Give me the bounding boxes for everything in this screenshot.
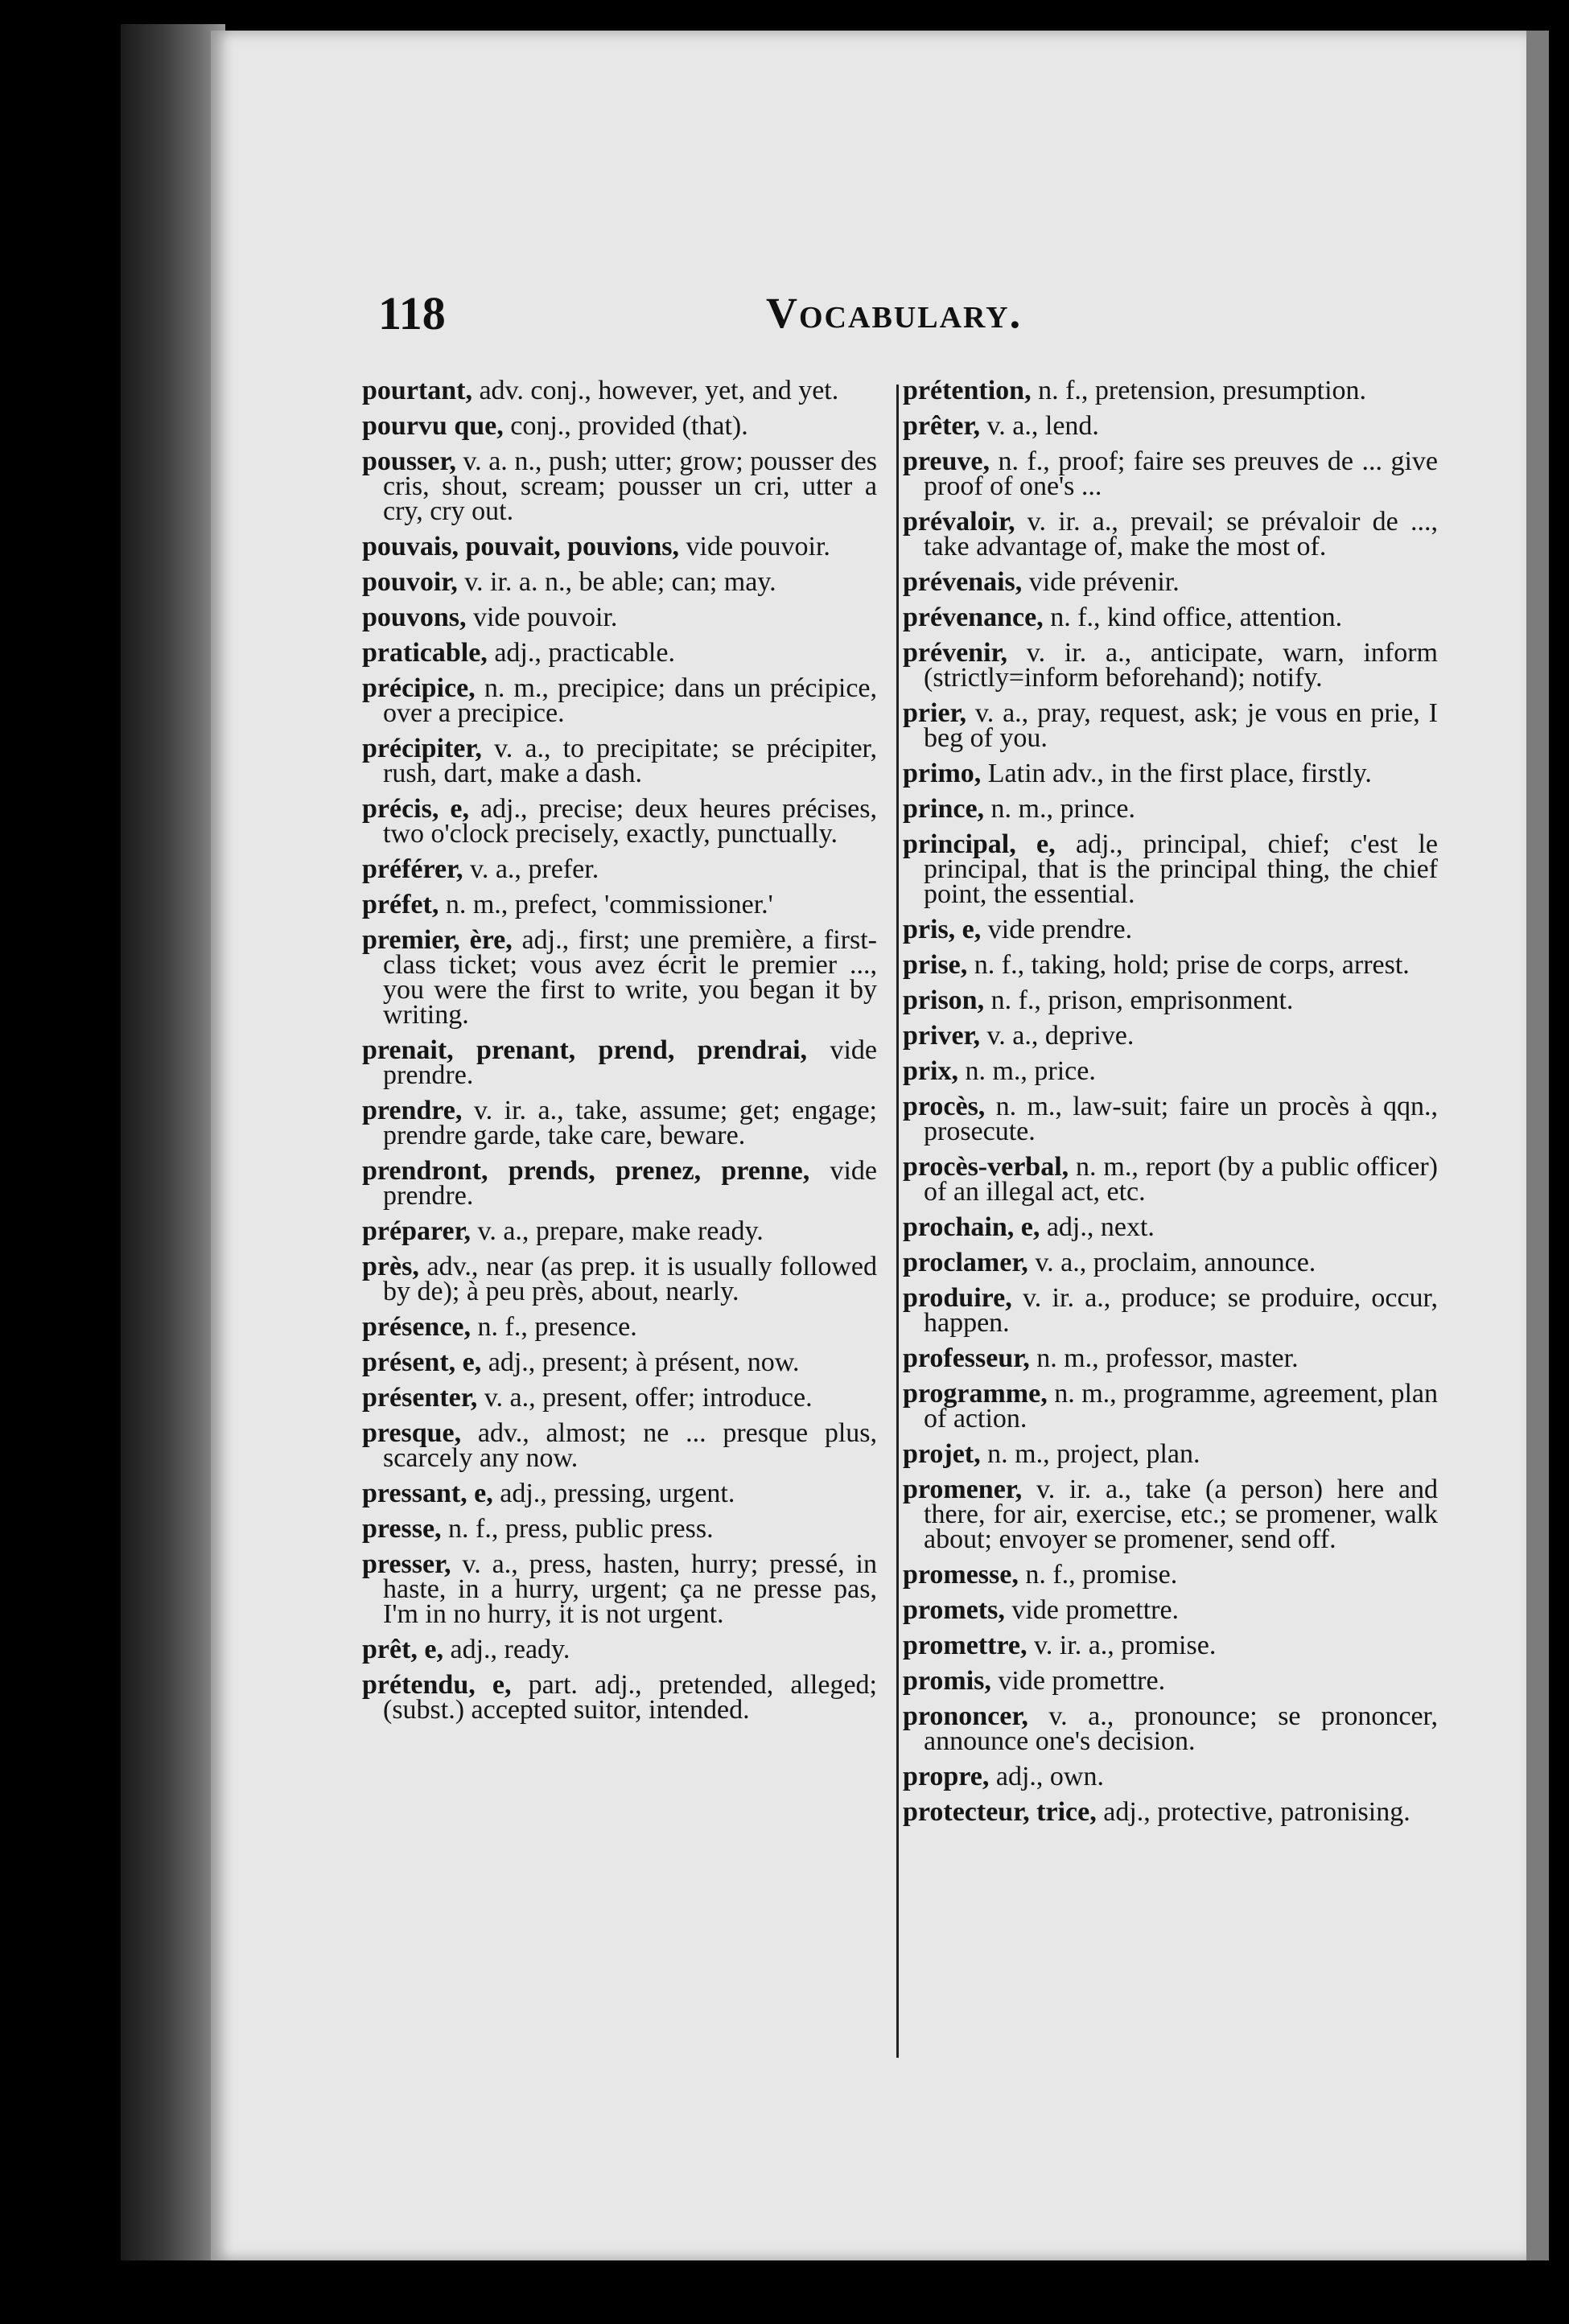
entry-definition: n. m., price. xyxy=(957,1056,1096,1086)
entry-headword: prêt, e, xyxy=(362,1635,444,1664)
right-column xyxy=(903,378,1438,1835)
entry-headword: prévenais, xyxy=(903,567,1023,597)
vocabulary-entry xyxy=(362,794,877,849)
entry-definition: v. ir. a., take, assume; get; engage; prendre garde, take care, beware. xyxy=(383,1096,877,1150)
entry-definition: adj., present; à présent, now. xyxy=(481,1347,800,1377)
entry-headword: presque, xyxy=(362,1418,462,1448)
vocabulary-entry xyxy=(903,761,1438,786)
vocabulary-entry xyxy=(903,638,1438,693)
entry-headword: protecteur, trice, xyxy=(903,1797,1097,1827)
entry-definition: Latin adv., in the first place, firstly. xyxy=(981,759,1372,788)
vocabulary-entry xyxy=(903,411,1438,441)
entry-headword: priver, xyxy=(903,1021,981,1051)
entry-headword: pouvais, pouvait, pouvions, xyxy=(362,532,679,561)
entry-definition: n. m., professor, master. xyxy=(1029,1343,1299,1373)
entry-definition: v. a., deprive. xyxy=(980,1021,1135,1051)
entry-headword: prenait, prenant, prend, prendrai, xyxy=(362,1035,808,1065)
entry-headword: prévaloir, xyxy=(903,507,1015,537)
entry-definition: v. a., proclaim, announce. xyxy=(1027,1248,1316,1277)
entry-headword: procès-verbal, xyxy=(903,1152,1069,1182)
entry-definition: adj., principal, chief; c'est le principal, that is the principal thing, the chief point, the essential. xyxy=(924,829,1438,909)
entry-headword: promesse, xyxy=(903,1560,1019,1590)
entry-definition: v. a., to precipitate; se précipiter, rush, dart, make a dash. xyxy=(383,734,877,788)
running-head: Vocabulary. xyxy=(766,289,1023,337)
entry-definition: n. f., presence. xyxy=(471,1312,637,1342)
entry-definition: vide promettre. xyxy=(1004,1595,1180,1625)
entry-headword: prétendu, e, xyxy=(362,1670,512,1700)
entry-definition: part. adj., pretended, alleged; (subst.) accepted suitor, intended. xyxy=(383,1670,877,1725)
entry-definition: vide prendre. xyxy=(981,915,1133,944)
entry-headword: pourtant, xyxy=(362,376,472,405)
vocabulary-entry xyxy=(903,1701,1438,1756)
entry-headword: principal, e, xyxy=(903,829,1056,859)
left-column xyxy=(362,378,877,1733)
vocabulary-entry xyxy=(362,892,877,917)
vocabulary-entry xyxy=(362,1670,877,1725)
entry-headword: projet, xyxy=(903,1439,981,1469)
vocabulary-entry xyxy=(362,1514,877,1544)
vocabulary-entry xyxy=(903,698,1438,753)
vocabulary-entry xyxy=(362,1481,877,1506)
vocabulary-entry xyxy=(362,534,877,559)
vocabulary-entry xyxy=(903,378,1438,403)
vocabulary-entry xyxy=(903,1250,1438,1275)
entry-definition: n. f., prison, emprisonment. xyxy=(984,985,1294,1015)
entry-definition: vide prendre. xyxy=(383,1156,877,1211)
entry-definition: n. m., programme, agreement, plan of action. xyxy=(924,1379,1438,1433)
entry-headword: près, xyxy=(362,1252,419,1281)
entry-headword: prendront, prends, prenez, prenne, xyxy=(362,1156,810,1186)
entry-headword: proclamer, xyxy=(903,1248,1028,1277)
entry-definition: n. m., law-suit; faire un procès à qqn., prosecute. xyxy=(924,1092,1438,1146)
vocabulary-entry xyxy=(362,854,877,884)
entry-headword: prise, xyxy=(903,950,968,980)
vocabulary-entry xyxy=(903,567,1438,597)
vocabulary-entry xyxy=(362,673,877,728)
entry-headword: prononcer, xyxy=(903,1701,1028,1731)
vocabulary-entry xyxy=(362,446,877,526)
vocabulary-entry xyxy=(362,1383,877,1413)
vocabulary-entry xyxy=(903,950,1438,980)
entry-headword: préparer, xyxy=(362,1216,472,1246)
entry-definition: vide prendre. xyxy=(383,1035,877,1090)
vocabulary-entry xyxy=(903,985,1438,1015)
vocabulary-entry xyxy=(362,1156,877,1211)
entry-definition: v. ir. a., take (a person) here and there, for air, exercise, etc.; se promener, walk about; envoyer se promener, send off. xyxy=(924,1475,1438,1554)
vocabulary-entry xyxy=(362,1098,877,1148)
entry-headword: procès, xyxy=(903,1092,986,1121)
entry-definition: v. a., lend. xyxy=(979,411,1099,441)
entry-headword: préférer, xyxy=(362,854,463,884)
entry-headword: pouvoir, xyxy=(362,567,458,597)
entry-definition: conj., provided (that). xyxy=(503,411,748,441)
vocabulary-entry xyxy=(903,1633,1438,1658)
entry-headword: propre, xyxy=(903,1762,990,1791)
vocabulary-entry xyxy=(903,1666,1438,1696)
entry-definition: adj., next. xyxy=(1040,1212,1155,1242)
page-edge xyxy=(1526,31,1549,2260)
entry-headword: précipice, xyxy=(362,673,476,703)
column-divider xyxy=(896,385,899,2058)
entry-definition: adj., practicable. xyxy=(487,638,675,668)
entry-headword: praticable, xyxy=(362,638,488,668)
entry-headword: prix, xyxy=(903,1056,958,1086)
page-header xyxy=(211,272,1526,344)
vocabulary-entry xyxy=(903,509,1438,559)
vocabulary-entry xyxy=(362,605,877,630)
entry-headword: presser, xyxy=(362,1549,451,1579)
entry-headword: préfet, xyxy=(362,890,439,919)
entry-headword: pouvons, xyxy=(362,603,467,632)
entry-definition: n. m., project, plan. xyxy=(980,1439,1200,1469)
entry-definition: n. f., press, public press. xyxy=(441,1514,714,1544)
entry-headword: précis, e, xyxy=(362,794,469,824)
vocabulary-entry xyxy=(903,1764,1438,1789)
vocabulary-entry xyxy=(362,411,877,441)
vocabulary-entry xyxy=(903,794,1438,824)
entry-headword: prier, xyxy=(903,698,967,728)
entry-definition: n. f., pretension, presumption. xyxy=(1031,376,1367,405)
entry-definition: adj., precise; deux heures précises, two o'clock precisely, exactly, punctually. xyxy=(383,794,877,849)
entry-definition: vide prévenir. xyxy=(1022,567,1180,597)
entry-definition: v. ir. a., produce; se produire, occur, happen. xyxy=(924,1283,1438,1338)
entry-definition: v. a., present, offer; introduce. xyxy=(477,1383,813,1413)
entry-definition: v. ir. a. n., be able; can; may. xyxy=(457,567,776,597)
vocabulary-entry xyxy=(362,1254,877,1304)
entry-headword: promets, xyxy=(903,1595,1005,1625)
vocabulary-entry xyxy=(903,1381,1438,1431)
entry-headword: promis, xyxy=(903,1666,991,1696)
vocabulary-entry xyxy=(903,1152,1438,1207)
entry-definition: adv. conj., however, yet, and yet. xyxy=(472,376,839,405)
vocabulary-entry xyxy=(362,925,877,1030)
entry-definition: n. m., prince. xyxy=(984,794,1135,824)
entry-headword: présent, e, xyxy=(362,1347,482,1377)
entry-headword: produire, xyxy=(903,1283,1012,1313)
vocabulary-entry xyxy=(362,736,877,786)
vocabulary-entry xyxy=(903,605,1438,630)
vocabulary-entry xyxy=(903,1595,1438,1625)
vocabulary-entry xyxy=(903,829,1438,909)
vocabulary-entry xyxy=(362,1312,877,1342)
entry-definition: adj., protective, patronising. xyxy=(1096,1797,1410,1827)
vocabulary-entry xyxy=(903,446,1438,501)
entry-headword: pourvu que, xyxy=(362,411,504,441)
entry-headword: professeur, xyxy=(903,1343,1030,1373)
entry-definition: n. f., kind office, attention. xyxy=(1043,603,1343,632)
entry-headword: prévenir, xyxy=(903,638,1008,668)
entry-definition: v. a. n., push; utter; grow; pousser des cris, shout, scream; pousser un cri, utter a cry, cry out. xyxy=(383,446,877,526)
entry-headword: primo, xyxy=(903,759,982,788)
entry-definition: n. m., prefect, 'commissioner.' xyxy=(439,890,773,919)
entry-headword: programme, xyxy=(903,1379,1048,1409)
entry-definition: v. ir. a., prevail; se prévaloir de ..., take advantage of, make the most of. xyxy=(924,507,1438,561)
entry-definition: v. a., prefer. xyxy=(463,854,599,884)
vocabulary-entry xyxy=(903,1439,1438,1469)
entry-headword: pris, e, xyxy=(903,915,982,944)
vocabulary-entry xyxy=(903,1094,1438,1144)
entry-definition: n. f., taking, hold; prise de corps, arrest. xyxy=(967,950,1410,980)
vocabulary-entry xyxy=(903,1283,1438,1338)
entry-headword: preuve, xyxy=(903,446,990,476)
entry-headword: prochain, e, xyxy=(903,1212,1040,1242)
vocabulary-entry xyxy=(903,917,1438,942)
vocabulary-entry xyxy=(362,638,877,668)
vocabulary-entry xyxy=(903,1343,1438,1373)
entry-headword: premier, ère, xyxy=(362,925,513,955)
entry-definition: v. a., pronounce; se prononcer, announce one's decision. xyxy=(924,1701,1438,1756)
vocabulary-entry xyxy=(362,1035,877,1090)
entry-definition: n. m., report (by a public officer) of an illegal act, etc. xyxy=(924,1152,1438,1207)
vocabulary-entry xyxy=(903,1056,1438,1086)
entry-headword: prétention, xyxy=(903,376,1032,405)
vocabulary-entry xyxy=(903,1021,1438,1051)
vocabulary-entry xyxy=(903,1212,1438,1242)
vocabulary-entry xyxy=(362,378,877,403)
entry-definition: n. f., proof; faire ses preuves de ... give proof of one's ... xyxy=(924,446,1438,501)
vocabulary-entry xyxy=(362,1637,877,1662)
entry-definition: adj., first; une première, a first-class ticket; vous avez écrit le premier ..., you were the first to write, you began it by writing. xyxy=(383,925,877,1030)
vocabulary-entry xyxy=(362,1347,877,1377)
entry-headword: presse, xyxy=(362,1514,442,1544)
entry-definition: v. ir. a., anticipate, warn, inform (strictly=inform beforehand); notify. xyxy=(924,638,1438,693)
entry-definition: vide pouvoir. xyxy=(466,603,618,632)
entry-definition: n. m., precipice; dans un précipice, over a precipice. xyxy=(383,673,877,728)
book-page xyxy=(211,31,1526,2260)
entry-headword: pousser, xyxy=(362,446,456,476)
entry-definition: n. f., promise. xyxy=(1018,1560,1178,1590)
entry-definition: vide pouvoir. xyxy=(679,532,830,561)
entry-headword: promener, xyxy=(903,1475,1023,1504)
entry-headword: prêter, xyxy=(903,411,980,441)
entry-headword: présenter, xyxy=(362,1383,478,1413)
vocabulary-entry xyxy=(903,1560,1438,1590)
vocabulary-entry xyxy=(362,567,877,597)
entry-definition: v. ir. a., promise. xyxy=(1027,1631,1217,1660)
entry-headword: précipiter, xyxy=(362,734,482,763)
vocabulary-entry xyxy=(362,1418,877,1473)
entry-definition: v. a., press, hasten, hurry; pressé, in haste, in a hurry, urgent; ça ne presse pas, I'm in no hurry, it is not urgent. xyxy=(383,1549,877,1629)
entry-definition: vide promettre. xyxy=(990,1666,1166,1696)
entry-headword: prison, xyxy=(903,985,985,1015)
page-number: 118 xyxy=(378,287,446,339)
entry-headword: promettre, xyxy=(903,1631,1027,1660)
entry-headword: prendre, xyxy=(362,1096,463,1125)
entry-headword: pressant, e, xyxy=(362,1479,493,1508)
entry-definition: adj., own. xyxy=(989,1762,1104,1791)
entry-definition: v. a., prepare, make ready. xyxy=(471,1216,764,1246)
entry-headword: prince, xyxy=(903,794,985,824)
entry-headword: prévenance, xyxy=(903,603,1044,632)
vocabulary-entry xyxy=(362,1549,877,1629)
entry-definition: adv., almost; ne ... presque plus, scarcely any now. xyxy=(383,1418,877,1473)
entry-definition: adj., pressing, urgent. xyxy=(492,1479,735,1508)
book-binding xyxy=(121,24,225,2260)
vocabulary-entry xyxy=(362,1216,877,1246)
vocabulary-entry xyxy=(903,1797,1438,1827)
entry-headword: présence, xyxy=(362,1312,472,1342)
entry-definition: adv., near (as prep. it is usually followed by de); à peu près, about, nearly. xyxy=(383,1252,877,1306)
entry-definition: v. a., pray, request, ask; je vous en prie, I beg of you. xyxy=(924,698,1438,753)
vocabulary-entry xyxy=(903,1477,1438,1552)
entry-definition: adj., ready. xyxy=(443,1635,570,1664)
